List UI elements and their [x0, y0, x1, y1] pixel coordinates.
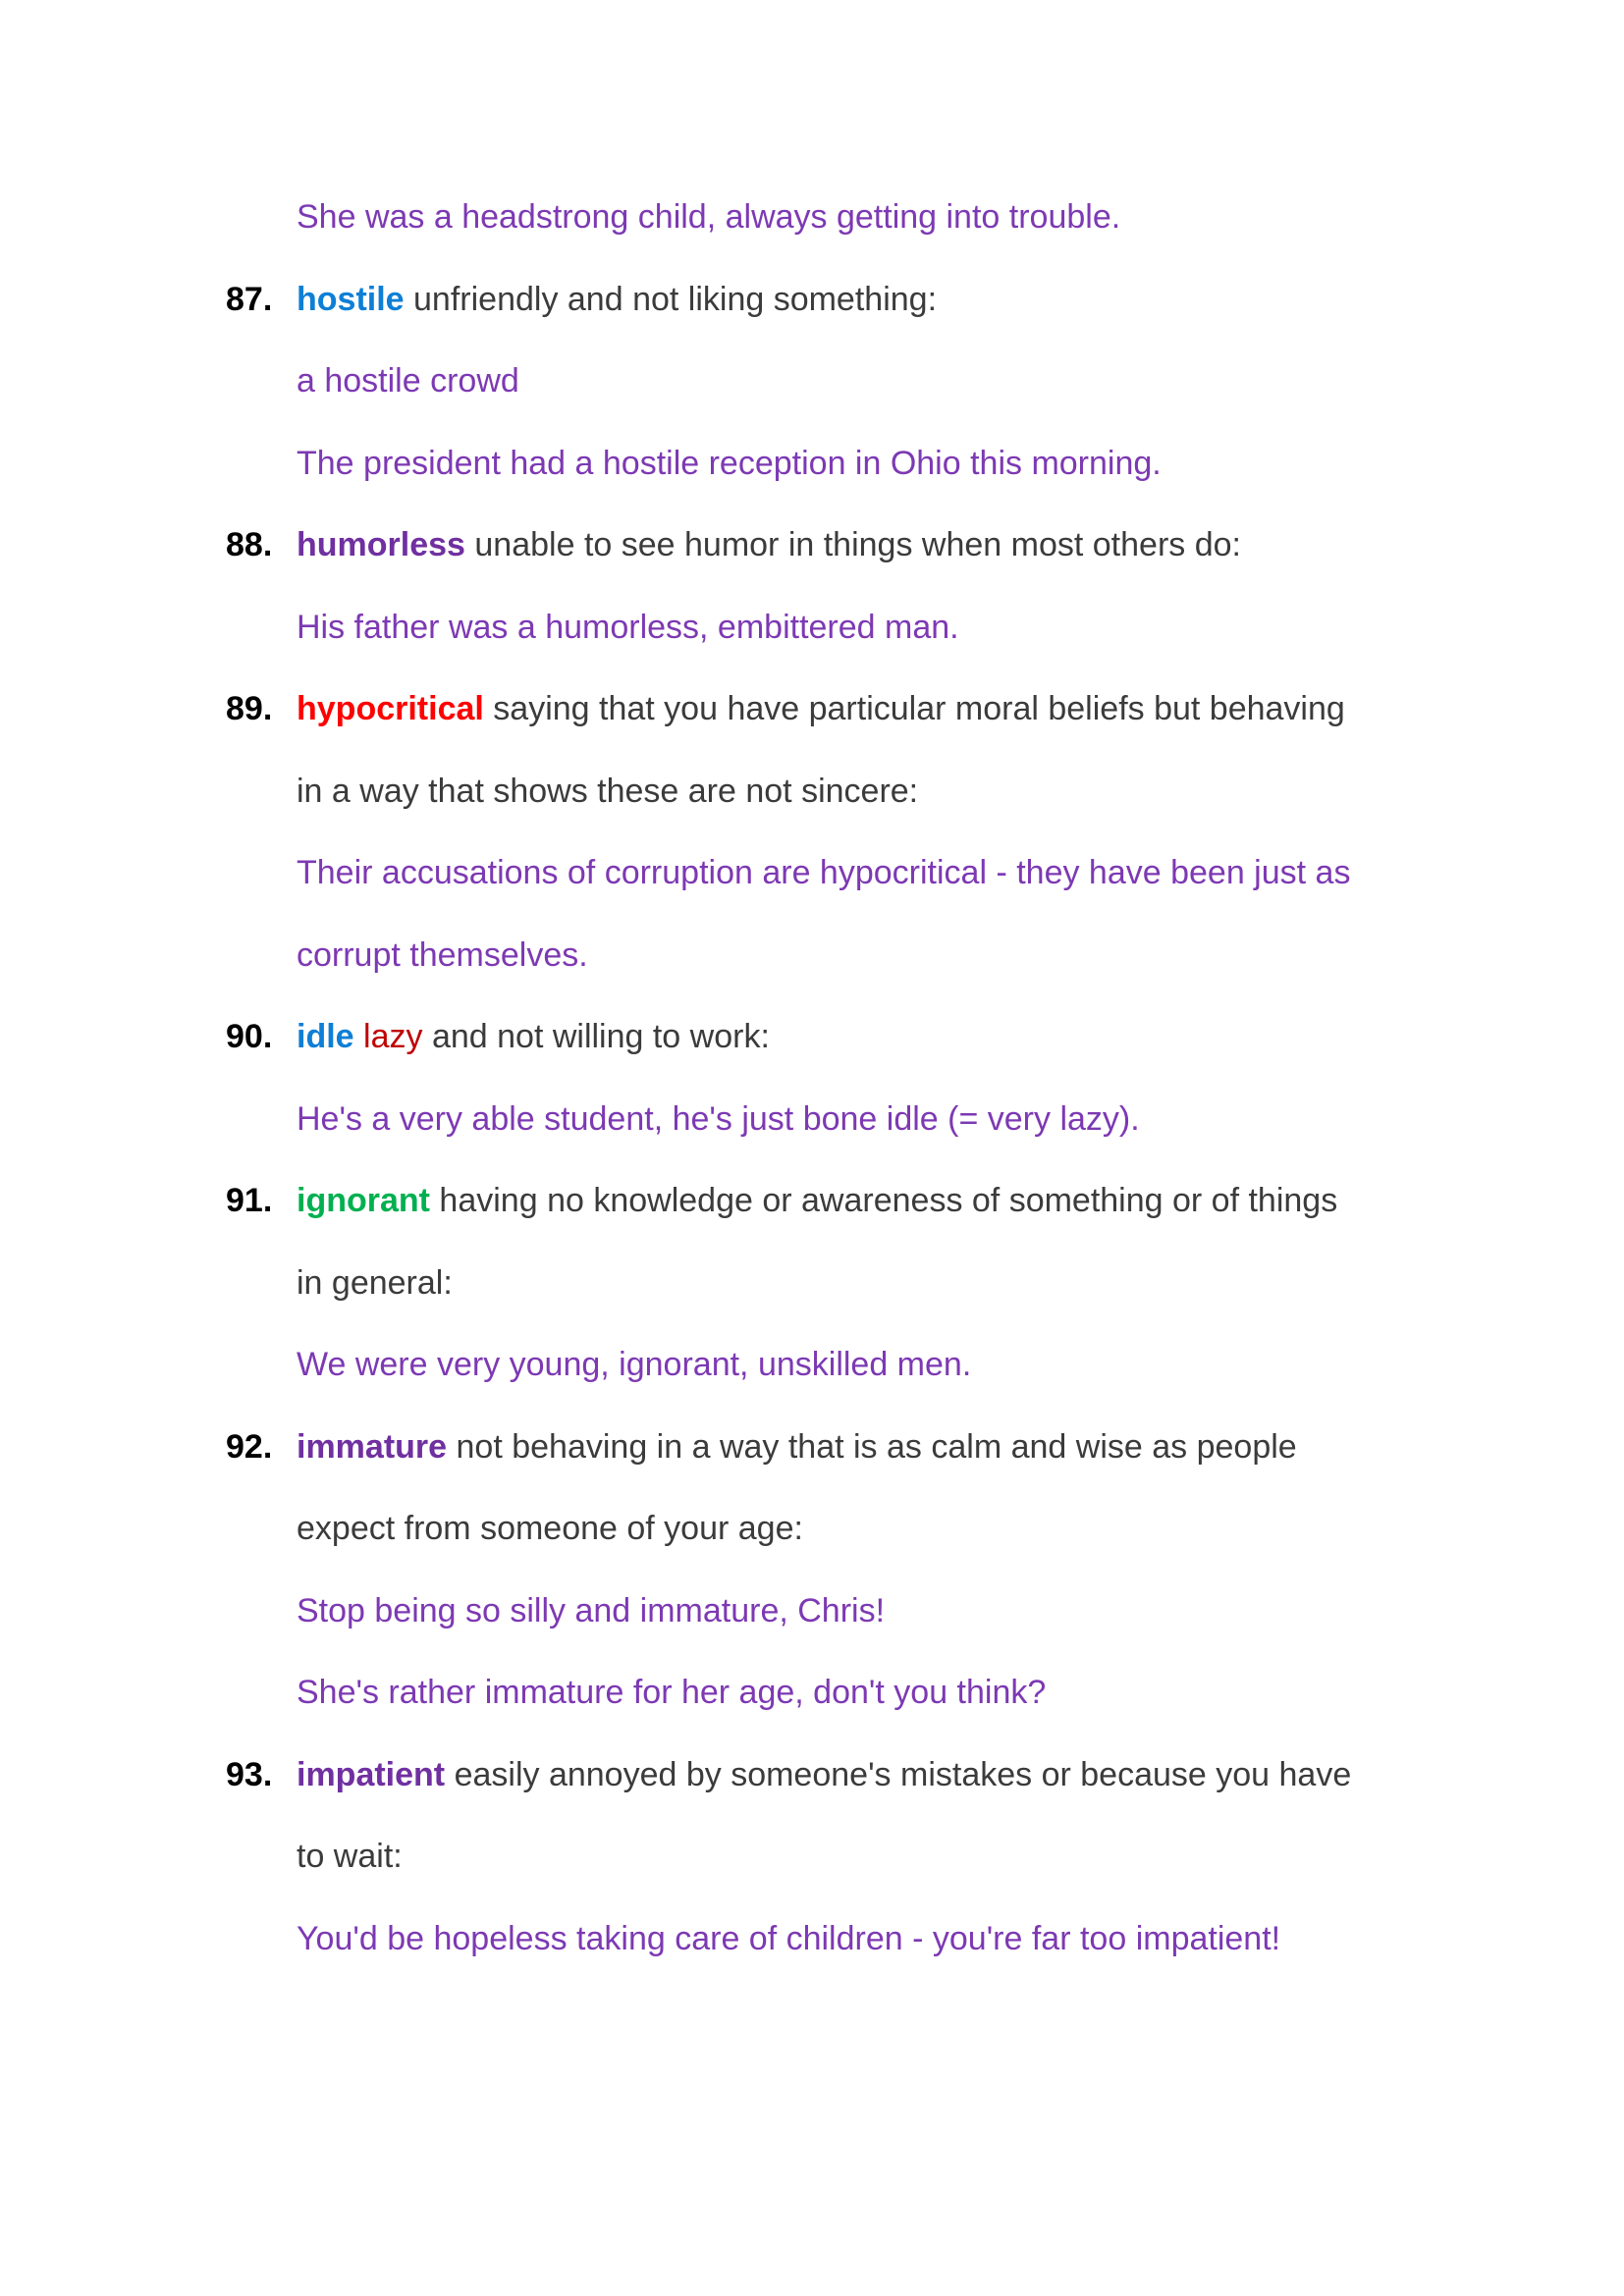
- example-line: [0, 1652, 1624, 1735]
- text-segment: He's a very able student, he's just bone idle (= very lazy).: [297, 1099, 1140, 1138]
- entry-number: 87.: [226, 280, 273, 318]
- text-segment: The president had a hostile reception in Ohio this morning.: [297, 444, 1162, 482]
- text-segment: lazy: [363, 1018, 423, 1055]
- example-line: [0, 1571, 1624, 1653]
- definition-continuation-line: [0, 1243, 1624, 1325]
- text-segment: having no knowledge or awareness of something or of things: [429, 1182, 1338, 1219]
- example-line: [0, 915, 1624, 997]
- entry-number: 92.: [226, 1427, 273, 1466]
- example-line: [0, 1898, 1624, 1981]
- text-segment: Stop being so silly and immature, Chris!: [297, 1591, 886, 1629]
- headword: immature: [297, 1427, 448, 1466]
- vocab-entry-line: [0, 505, 1624, 587]
- headword: idle: [297, 1018, 354, 1055]
- text-segment: and not willing to work:: [422, 1018, 770, 1055]
- vocab-entry-line: [0, 1735, 1624, 1817]
- example-line: [0, 1079, 1624, 1161]
- headword: ignorant: [297, 1182, 430, 1219]
- text-segment: to wait:: [297, 1838, 403, 1875]
- example-line: [0, 423, 1624, 506]
- vocab-entry-line: [0, 996, 1624, 1079]
- text-segment: expect from someone of your age:: [297, 1510, 803, 1547]
- vocab-entry-line: [0, 1160, 1624, 1243]
- text-segment: in a way that shows these are not sincere:: [297, 772, 919, 810]
- entry-number: 93.: [226, 1755, 273, 1793]
- headword: humorless: [297, 526, 465, 563]
- text-segment: unable to see humor in things when most others do:: [464, 526, 1241, 563]
- vocab-entry-line: [0, 1407, 1624, 1489]
- text-segment: not behaving in a way that is as calm and wise as people: [447, 1427, 1297, 1466]
- definition-continuation-line: [0, 1488, 1624, 1571]
- text-segment: She was a headstrong child, always getting into trouble.: [297, 198, 1121, 236]
- entry-number: 89.: [226, 690, 273, 727]
- example-line: [0, 587, 1624, 669]
- headword: impatient: [297, 1755, 446, 1793]
- example-line: [0, 177, 1624, 259]
- text-segment: You'd be hopeless taking care of children - you're far too impatient!: [297, 1919, 1281, 1957]
- text-segment: saying that you have particular moral beliefs but behaving: [483, 690, 1345, 727]
- text-segment: a hostile crowd: [297, 362, 519, 400]
- text-segment: easily annoyed by someone's mistakes or because you have: [445, 1755, 1352, 1793]
- example-line: [0, 832, 1624, 915]
- vocab-entry-line: [0, 259, 1624, 342]
- text-segment: unfriendly and not liking something:: [404, 280, 938, 318]
- entry-number: 88.: [226, 526, 273, 563]
- text-segment: corrupt themselves.: [297, 935, 588, 974]
- vocab-entry-line: [0, 668, 1624, 751]
- example-line: [0, 341, 1624, 423]
- headword: hostile: [297, 280, 405, 318]
- definition-continuation-line: [0, 1816, 1624, 1898]
- text-segment: We were very young, ignorant, unskilled men.: [297, 1346, 972, 1383]
- headword: hypocritical: [297, 690, 484, 727]
- text-segment: She's rather immature for her age, don't you think?: [297, 1674, 1047, 1711]
- vocabulary-list: [0, 177, 1624, 1980]
- text-segment: His father was a humorless, embittered man.: [297, 608, 959, 646]
- definition-continuation-line: [0, 751, 1624, 833]
- entry-number: 90.: [226, 1018, 273, 1055]
- text-segment: Their accusations of corruption are hypocritical - they have been just as: [297, 854, 1351, 891]
- entry-number: 91.: [226, 1182, 273, 1219]
- text-segment: [354, 1018, 363, 1055]
- text-segment: in general:: [297, 1263, 453, 1302]
- example-line: [0, 1324, 1624, 1407]
